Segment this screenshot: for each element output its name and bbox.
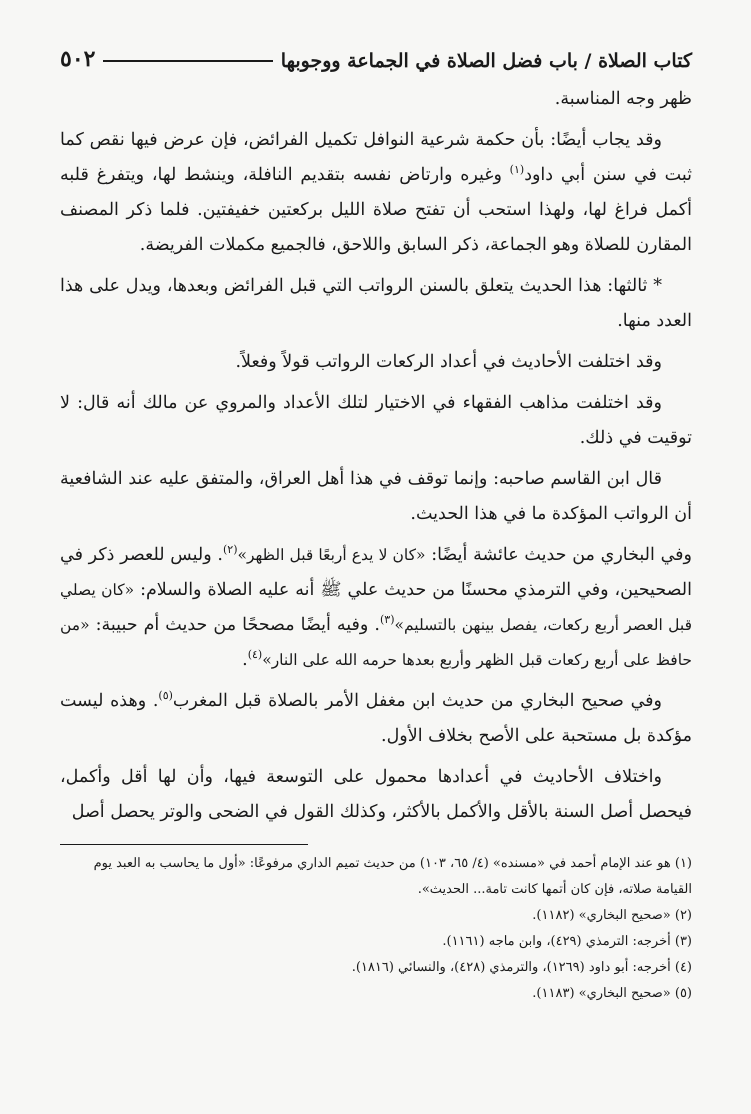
- text: .: [242, 650, 248, 670]
- hadith-quote: «كان لا يدع أربعًا قبل الظهر»: [237, 546, 426, 564]
- paragraph-4: وقد اختلفت الأحاديث في أعداد الركعات الرواتب قولاً وفعلاً.: [235, 352, 662, 372]
- text: . وفيه أيضًا مصححًا من حديث أم حبيبة:: [89, 615, 380, 635]
- running-title: كتاب الصلاة / باب فضل الصلاة في الجماعة ووجوبها: [280, 50, 692, 72]
- footnote-ref-4: (٤): [247, 648, 263, 662]
- paragraph-2: [60, 123, 692, 263]
- footnotes: [60, 851, 692, 1007]
- main-text: [60, 82, 692, 830]
- book-page: [60, 28, 692, 1098]
- footnote-ref-2: (٢): [222, 543, 238, 557]
- text: وغيره وارتاض نفسه بتقديم النافلة، وينشط لها، ويتفرغ قلبه أكمل فراغ لها، ولهذا استحب أن تفتح صلاة الليل بركعتين خفيفتين. فلما ذكر المصنف المقارن للصلاة وهو الجماعة، ذكر السابق واللاحق، فالجميع مكملات الفريضة.: [60, 165, 692, 255]
- page-header: [60, 28, 692, 72]
- footnote-5: (٥) «صحيح البخاري» (١١٨٣).: [532, 986, 692, 1001]
- text: وفي صحيح البخاري من حديث ابن مغفل الأمر بالصلاة قبل المغرب: [172, 691, 662, 711]
- text: وقد يجاب أيضًا: بأن حكمة شرعية النوافل تكميل الفرائض، فإن عرض فيها نقص كما ثبت في سنن أبي داود: [60, 130, 692, 185]
- text: وفي البخاري من حديث عائشة أيضًا:: [425, 545, 692, 565]
- footnote-4: (٤) أخرجه: أبو داود (١٢٦٩)، والترمذي (٤٢٨)، والنسائي (١٨١٦).: [351, 960, 692, 975]
- hadith-quote: «من حافظ على أربع ركعات قبل الظهر وأربع بعدها حرمه الله على النار»: [60, 616, 692, 669]
- paragraph-7: [60, 538, 692, 678]
- footnote-ref-5: (٥): [158, 689, 173, 703]
- footnote-ref-1: (١): [509, 163, 525, 177]
- hadith-quote: «كان يصلي قبل العصر أربع ركعات، يفصل بينهن بالتسليم»: [60, 581, 692, 634]
- paragraph-8: [60, 684, 692, 754]
- footnote-2: (٢) «صحيح البخاري» (١١٨٢).: [532, 908, 692, 923]
- paragraph-6: قال ابن القاسم صاحبه: وإنما توقف في هذا أهل العراق، والمتفق عليه عند الشافعية أن الرواتب المؤكدة ما في هذا الحديث.: [60, 469, 692, 524]
- footnote-3: (٣) أخرجه: الترمذي (٤٢٩)، وابن ماجه (١١٦١).: [442, 934, 692, 949]
- paragraph-3: * ثالثها: هذا الحديث يتعلق بالسنن الرواتب التي قبل الفرائض وبعدها، ويدل على هذا العدد منها.: [60, 276, 692, 331]
- paragraph-1: ظهر وجه المناسبة.: [554, 89, 692, 109]
- paragraph-9: واختلاف الأحاديث في أعدادها محمول على التوسعة فيها، وأن لها أقل وأكمل، فيحصل أصل السنة بالأقل والأكمل بالأكثر، وكذلك القول في الضحى والوتر يحصل أصل: [60, 767, 692, 822]
- footnote-ref-3: (٣): [379, 613, 395, 627]
- footnote-1: (١) هو عند الإمام أحمد في «مسنده» (٤/ ٦٥، ١٠٣) من حديث تميم الداري مرفوعًا: «أول ما يحاسب به العبد يوم القيامة صلاته، فإن كان أتمها كانت تامة... الحديث».: [93, 856, 692, 897]
- footnote-separator: [60, 844, 308, 845]
- text: . وليس للعصر ذكر في الصحيحين، وفي الترمذي محسنًا من حديث علي ﷺ أنه عليه الصلاة والسلام:: [60, 545, 692, 600]
- paragraph-5: وقد اختلفت مذاهب الفقهاء في الاختيار لتلك الأعداد والمروي عن مالك أنه قال: لا توقيت في ذلك.: [60, 393, 692, 448]
- header-rule: [103, 60, 272, 62]
- page-number: ٥٠٢: [60, 46, 96, 72]
- text: . وهذه ليست مؤكدة بل مستحبة على الأصح بخلاف الأول.: [60, 691, 692, 746]
